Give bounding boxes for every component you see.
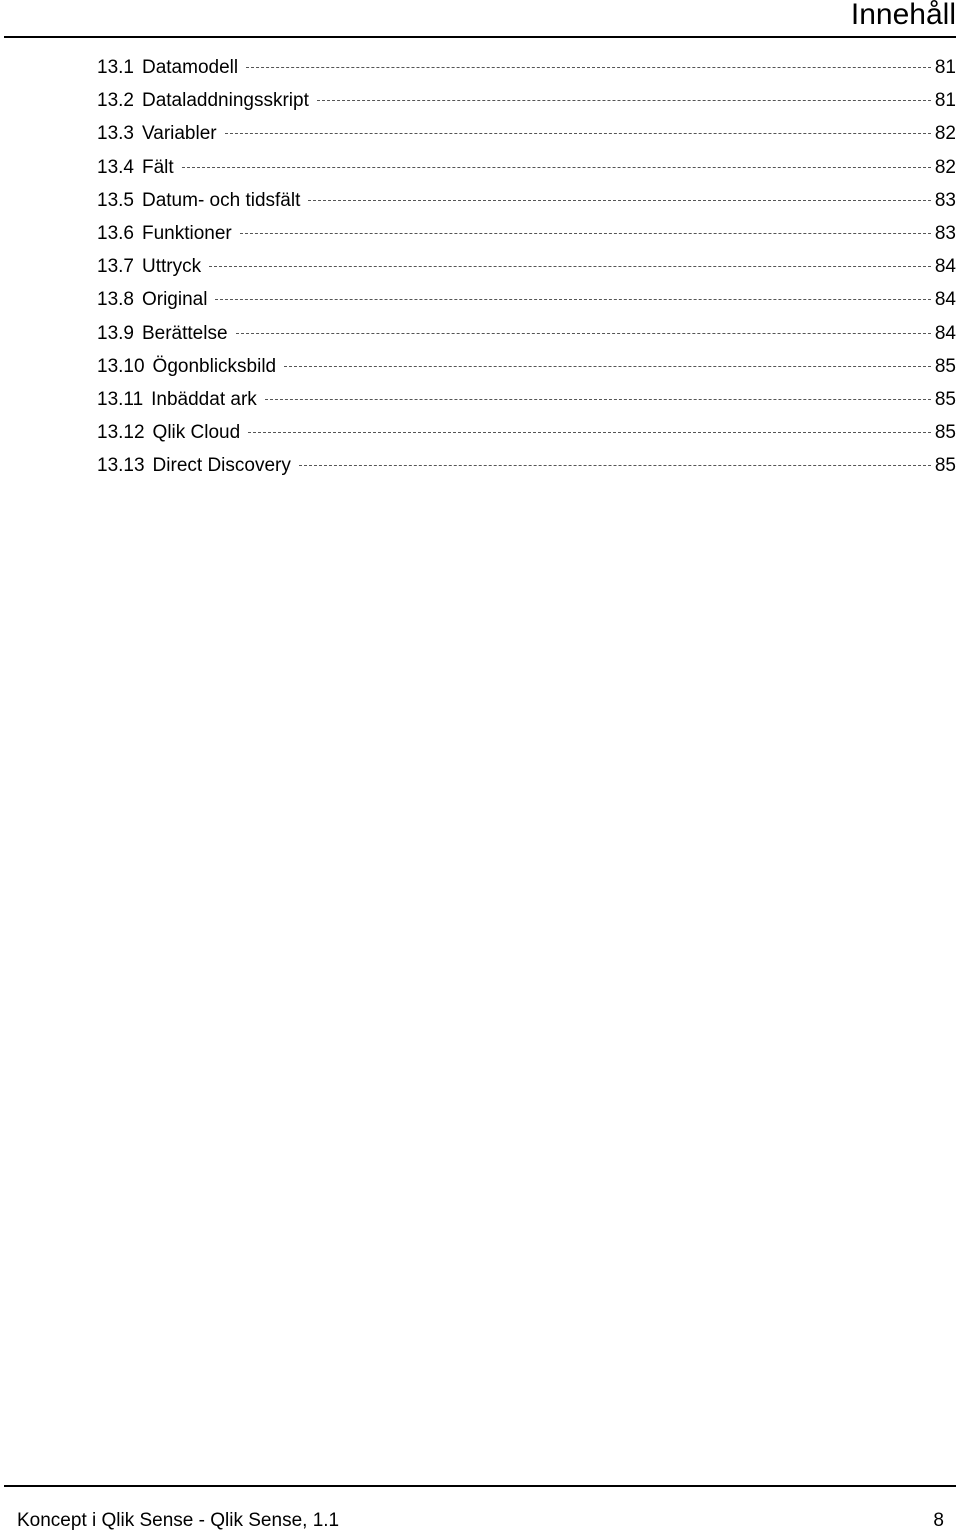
toc-entry-page: 81 <box>934 90 956 112</box>
toc-entry-page: 84 <box>934 289 956 311</box>
toc-entry-label: Ögonblicksbild <box>152 355 277 377</box>
toc-entry-number: 13.5 <box>97 189 134 211</box>
toc-entry-number: 13.9 <box>97 322 134 344</box>
toc-entry-number: 13.10 <box>97 355 145 377</box>
toc-dot-leader <box>225 133 931 134</box>
toc-entry[interactable] <box>97 121 956 154</box>
toc-dot-leader <box>248 432 931 433</box>
toc-dot-leader <box>284 366 931 367</box>
toc-entry[interactable] <box>97 287 956 320</box>
toc-entry-number: 13.11 <box>97 388 144 410</box>
toc-entry-label: Qlik Cloud <box>152 422 241 444</box>
toc-dot-leader <box>182 167 931 168</box>
toc-dot-leader <box>317 100 931 101</box>
footer-divider <box>4 1485 956 1487</box>
toc-dot-leader <box>246 67 931 68</box>
page-header <box>0 0 960 38</box>
toc-entry-label: Original <box>141 289 208 311</box>
toc-entry-number: 13.8 <box>97 289 134 311</box>
toc-entry-number: 13.13 <box>97 455 145 477</box>
toc-entry-number: 13.3 <box>97 123 134 145</box>
toc-entry-label: Datum- och tidsfält <box>141 189 301 211</box>
toc-dot-leader <box>236 333 931 334</box>
toc-entry-page: 85 <box>934 455 956 477</box>
toc-dot-leader <box>240 233 931 234</box>
toc-entry-number: 13.12 <box>97 422 145 444</box>
toc-entry[interactable] <box>97 453 956 486</box>
toc-entry-label: Fält <box>141 156 174 178</box>
toc-entry-page: 83 <box>934 189 956 211</box>
toc-entry-label: Variabler <box>141 123 217 145</box>
toc-entry-number: 13.7 <box>97 256 134 278</box>
toc-entry-page: 84 <box>934 322 956 344</box>
toc-entry[interactable] <box>97 221 956 254</box>
toc-entry-label: Uttryck <box>141 256 202 278</box>
toc-entry-page: 82 <box>934 123 956 145</box>
toc-entry-number: 13.1 <box>97 57 134 78</box>
toc-entry[interactable] <box>97 387 956 420</box>
toc-entry[interactable] <box>97 354 956 387</box>
toc-entry[interactable] <box>97 254 956 287</box>
toc-dot-leader <box>265 399 931 400</box>
toc-dot-leader <box>215 299 930 300</box>
toc-entry-label: Funktioner <box>141 222 232 244</box>
toc-entry-label: Berättelse <box>141 322 228 344</box>
footer-page-number: 8 <box>933 1510 944 1531</box>
toc-dot-leader <box>299 465 931 466</box>
toc-entry-label: Dataladdningsskript <box>141 90 309 112</box>
toc-entry-label: Datamodell <box>141 57 239 78</box>
toc-entry-page: 81 <box>934 57 956 78</box>
toc-entry-label: Inbäddat ark <box>151 388 257 410</box>
toc-entry[interactable] <box>97 55 956 88</box>
toc-entry[interactable] <box>97 155 956 188</box>
footer-document-title: Koncept i Qlik Sense - Qlik Sense, 1.1 <box>17 1510 340 1531</box>
toc-dot-leader <box>308 200 930 201</box>
toc-entry-label: Direct Discovery <box>152 455 291 477</box>
toc-entry-page: 84 <box>934 256 956 278</box>
table-of-contents <box>97 55 956 486</box>
toc-dot-leader <box>209 266 931 267</box>
toc-entry-page: 85 <box>934 422 956 444</box>
toc-entry-number: 13.6 <box>97 222 134 244</box>
toc-entry-page: 85 <box>934 355 956 377</box>
toc-entry-page: 82 <box>934 156 956 178</box>
header-divider <box>4 36 956 38</box>
toc-entry-page: 83 <box>934 222 956 244</box>
toc-entry[interactable] <box>97 88 956 121</box>
toc-entry-number: 13.2 <box>97 90 134 112</box>
toc-entry-page: 85 <box>934 388 956 410</box>
toc-entry[interactable] <box>97 321 956 354</box>
page-title: Innehåll <box>850 0 956 31</box>
toc-entry[interactable] <box>97 188 956 221</box>
page-footer <box>0 1485 960 1537</box>
toc-entry[interactable] <box>97 420 956 453</box>
toc-entry-number: 13.4 <box>97 156 134 178</box>
